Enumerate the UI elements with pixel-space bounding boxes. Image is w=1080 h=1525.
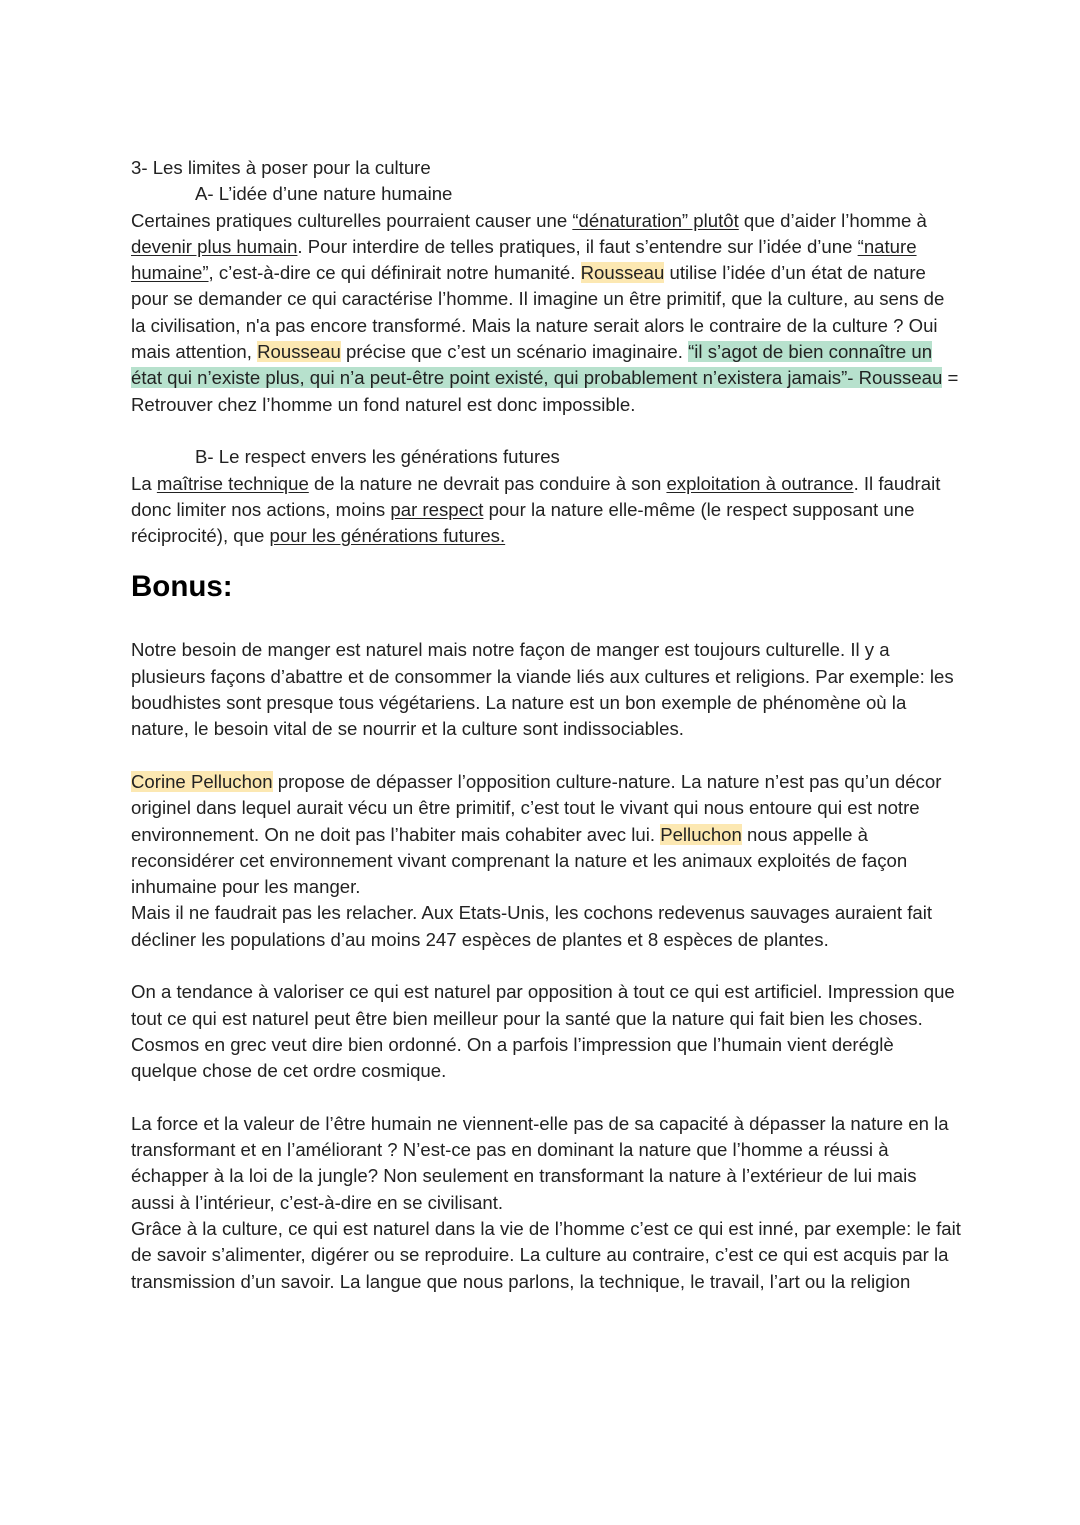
spacer: [131, 418, 961, 444]
text: = Retrouver chez l’homme un fond naturel est donc impossible.: [131, 367, 959, 415]
underlined-term: “nature humaine”: [131, 235, 917, 284]
paragraph-manger: Notre besoin de manger est naturel mais notre façon de manger est toujours culturelle. Il y a plusieurs façons d’abattre et de consommer la viande liés aux cultures et religions. Par exemple: les boudhistes sont presque tous végétariens. La nature est un bon exemple de phénomène où la nature, le besoin vital de se nourrir et la culture sont indissociables.: [131, 639, 954, 740]
underlined-term: par respect: [390, 498, 484, 520]
highlighted-author: Corine Pelluchon: [131, 770, 273, 792]
text: précise que c’est un scénario imaginaire.: [340, 341, 689, 363]
text: propose de dépasser l’opposition culture-nature. La nature n’est pas qu’un décor originel dans lequel aurait vécu un être primitif, c’est tout le vivant qui nous entoure qui est notre environnement. On ne doit pas l’habiter mais cohabiter avec lui.: [131, 770, 942, 845]
text: utilise l’idée d’un état de nature pour se demander ce qui caractérise l’homme. Il imagine un être primitif, que la culture, au sens de la civilisation, n'a pas encore transformé. Mais la nature serait alors le contraire de la culture ? Oui mais attention,: [131, 262, 945, 363]
paragraph-nature-humaine: [131, 208, 961, 418]
highlighted-author: Pelluchon: [660, 823, 742, 845]
text: , c’est-à-dire ce qui définirait notre humanité.: [208, 262, 581, 284]
text: La: [131, 472, 157, 494]
paragraph-cochons: Mais il ne faudrait pas les relacher. Aux Etats-Unis, les cochons redevenus sauvages auraient fait décliner les populations d’au moins 247 espèces de plantes et 8 espèces de plantes.: [131, 902, 932, 950]
highlighted-author: Rousseau: [580, 262, 665, 284]
document-body: [131, 155, 961, 1295]
paragraph-inne-acquis: Grâce à la culture, ce qui est naturel dans la vie de l’homme c’est ce qui est inné, par exemple: le fait de savoir s’alimenter, digérer ou se reproduire. La culture au contraire, c’est ce qui est acquis par la transmission d’un savoir. La langue que nous parlons, la technique, le travail, l’art ou la religion: [131, 1217, 961, 1292]
text: de la nature ne devrait pas conduire à son: [308, 472, 667, 494]
paragraph-naturel-artificiel: On a tendance à valoriser ce qui est naturel par opposition à tout ce qui est artificiel. Impression que tout ce qui est naturel peut être bien meilleur pour la santé que la nature qui fait bien les choses. Cosmos en grec veut dire bien ordonné. On a parfois l’impression que l’humain vient deréglè quelque chose de cet ordre cosmique.: [131, 981, 955, 1082]
spacer: [131, 953, 961, 979]
section-heading: 3- Les limites à poser pour la culture: [131, 157, 431, 178]
bonus-heading: Bonus:: [131, 570, 233, 604]
text: que d’aider l’homme à: [738, 209, 927, 231]
text: . Pour interdire de telles pratiques, il faut s’entendre sur l’idée d’une: [297, 235, 858, 257]
spacer: [131, 1085, 961, 1111]
highlighted-quote: “il s’agot de bien connaître un état qui n’existe plus, qui n’a peut-être point existé, qui probablement n’existera jamais”- Rousseau: [131, 341, 943, 389]
paragraph-force-valeur: La force et la valeur de l’être humain ne viennent-elle pas de sa capacité à dépasser la nature en la transformant et en l’améliorant ? N’est-ce pas en dominant la nature que l’homme a réussi à échapper à la loi de la jungle? Non seulement en transformant la nature à l’extérieur de lui mais aussi à l’intérieur, c’est-à-dire en se civilisant.: [131, 1112, 949, 1213]
text: . Il faudrait donc limiter nos actions, moins: [131, 472, 941, 520]
highlighted-author: Rousseau: [257, 341, 341, 363]
underlined-term: maîtrise technique: [156, 472, 309, 494]
text: pour la nature elle-même (le respect supposant une réciprocité), que: [131, 498, 915, 547]
paragraph-generations-futures: [131, 471, 961, 550]
underlined-term: “dénaturation” plutôt: [572, 209, 739, 231]
text: nous appelle à reconsidérer cet environnement vivant comprenant la nature et les animaux exploités de façon inhumaine pour les manger.: [131, 823, 908, 898]
subsection-title-b: B- Le respect envers les générations futures: [195, 446, 560, 468]
underlined-term: devenir plus humain: [131, 235, 298, 257]
paragraph-pelluchon: [131, 769, 961, 900]
text: Certaines pratiques culturelles pourraient causer une: [131, 209, 573, 231]
subsection-title-a: A- L’idée d’une nature humaine: [195, 183, 453, 205]
underlined-term: exploitation à outrance: [666, 472, 854, 494]
spacer: [131, 743, 961, 769]
underlined-term: pour les générations futures.: [269, 525, 506, 547]
